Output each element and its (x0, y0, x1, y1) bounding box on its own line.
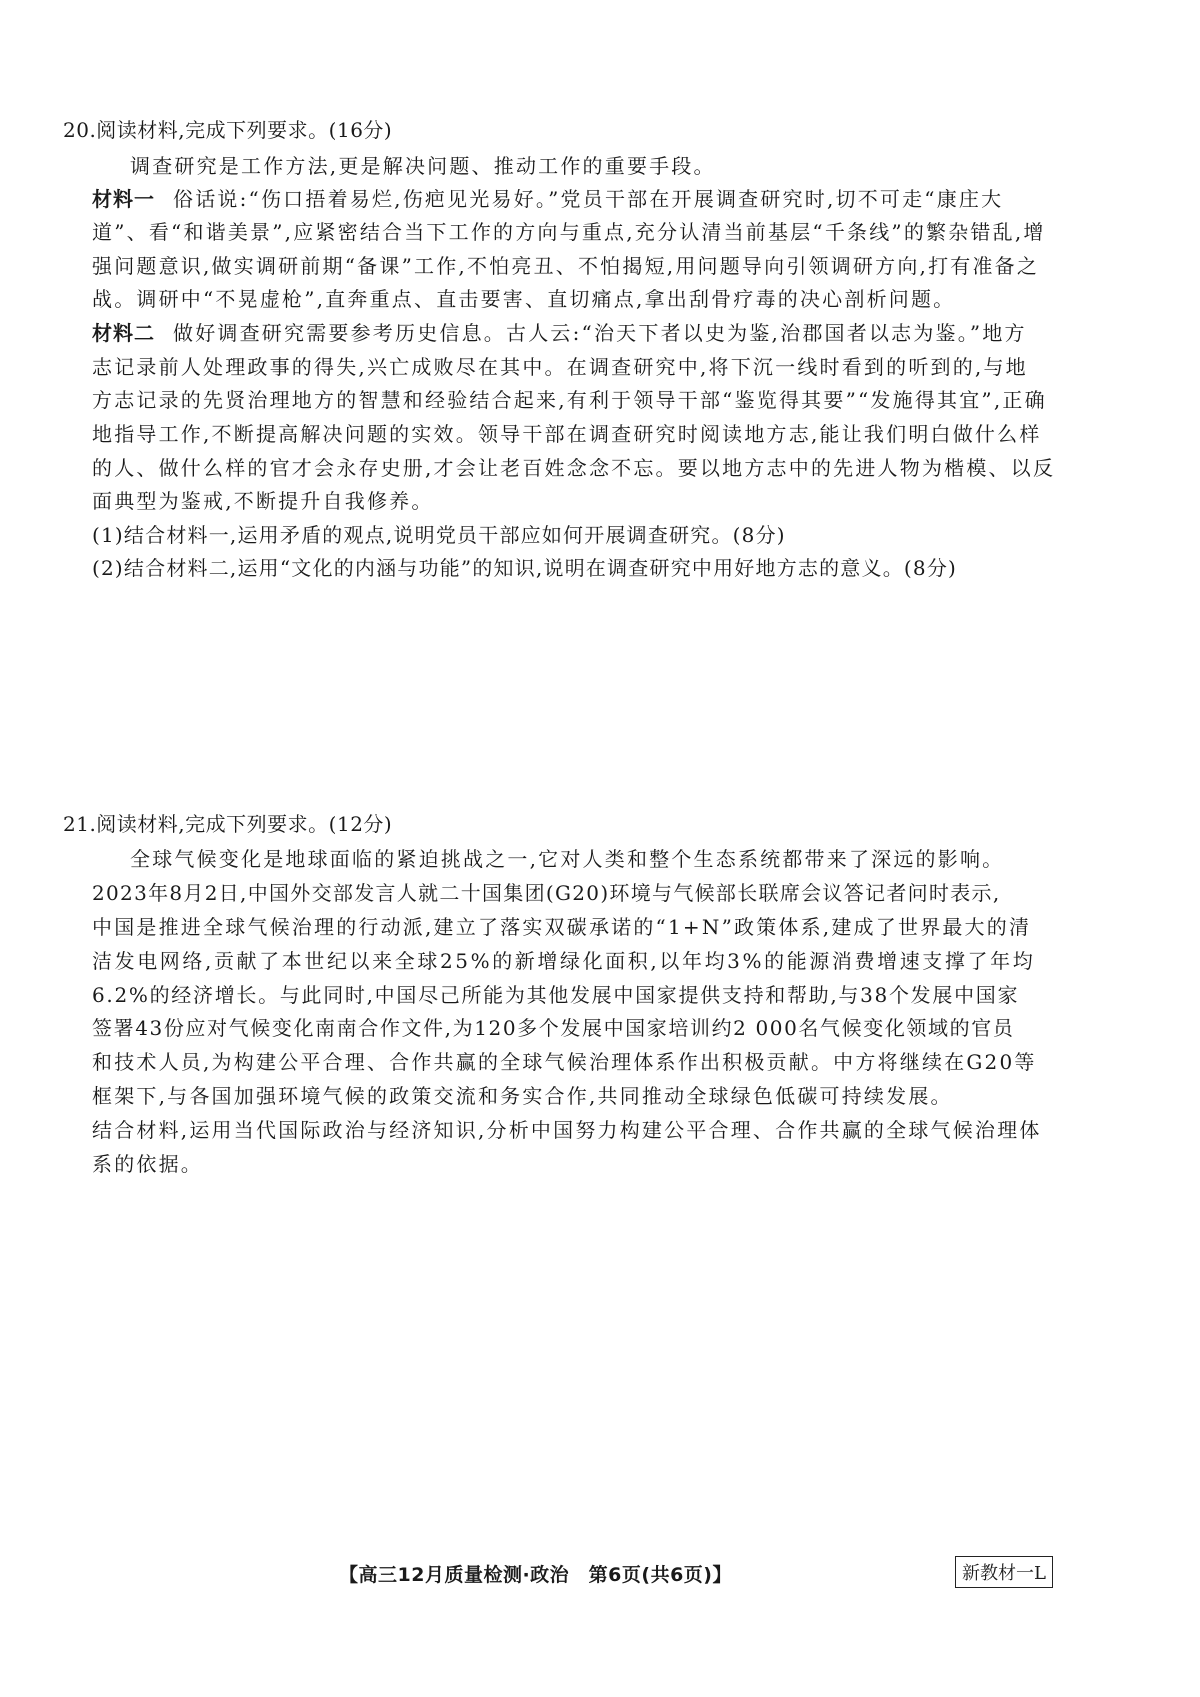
q20-material1-line: 强问题意识,做实调研前期“备课”工作,不怕亮丑、不怕揭短,用问题导向引领调研方向,打有准备之 (92, 254, 1040, 278)
q21-text-line: 框架下,与各国加强环境气候的政策交流和务实合作,共同推动全球绿色低碳可持续发展。 (92, 1084, 953, 1108)
q20-material2-line: 志记录前人处理政事的得失,兴亡成败尽在其中。在调查研究中,将下沉一线时看到的听到的,与地 (92, 355, 1028, 379)
q20-subquestion-1: (1)结合材料一,运用矛盾的观点,说明党员干部应如何开展调查研究。(8分) (92, 523, 786, 547)
q21-text-line: 2023年8月2日,中国外交部发言人就二十国集团(G20)环境与气候部长联席会议答记者问时表示, (92, 881, 1001, 905)
q20-material1-text: 俗话说:“伤口捂着易烂,伤疤见光易好。”党员干部在开展调查研究时,切不可走“康庄大 (173, 187, 1004, 211)
q20-material2-label: 材料二 (92, 321, 155, 345)
q21-text-line: 全球气候变化是地球面临的紧迫挑战之一,它对人类和整个生态系统都带来了深远的影响。 (130, 847, 1005, 871)
q21-text-line: 中国是推进全球气候治理的行动派,建立了落实双碳承诺的“1+N”政策体系,建成了世界最大的清 (92, 915, 1032, 939)
q20-material2-line: 地指导工作,不断提高解决问题的实效。领导干部在调查研究时阅读地方志,能让我们明白做什么样 (92, 422, 1042, 446)
q21-text-line: 签署43份应对气候变化南南合作文件,为120多个发展中国家培训约2 000名气候变化领域的官员 (92, 1016, 1015, 1040)
q21-question-line: 结合材料,运用当代国际政治与经济知识,分析中国努力构建公平合理、合作共赢的全球气候治理体 (92, 1118, 1042, 1142)
q21-title: 21.阅读材料,完成下列要求。(12分) (63, 812, 393, 836)
q21-question-line: 系的依据。 (92, 1152, 203, 1176)
edition-badge: 新教材一L (955, 1556, 1053, 1588)
q20-material1-line (92, 183, 1003, 212)
q21-text-line: 洁发电网络,贡献了本世纪以来全球25%的新增绿化面积,以年均3%的能源消费增速支撑了年均 (92, 949, 1036, 973)
q20-title: 20.阅读材料,完成下列要求。(16分) (63, 118, 393, 142)
q20-material2-text: 做好调查研究需要参考历史信息。古人云:“治天下者以史为鉴,治郡国者以志为鉴。”地方 (173, 321, 1027, 345)
q21-text-line: 和技术人员,为构建公平合理、合作共赢的全球气候治理体系作出积极贡献。中方将继续在G20等 (92, 1050, 1037, 1074)
q20-material1-line: 战。调研中“不晃虚枪”,直奔重点、直击要害、直切痛点,拿出刮骨疗毒的决心剖析问题。 (92, 287, 956, 311)
q20-material2-line (92, 317, 1027, 346)
q20-material1-line: 道”、看“和谐美景”,应紧密结合当下工作的方向与重点,充分认清当前基层“千条线”的繁杂错乱,增 (92, 220, 1046, 244)
q20-subquestion-2: (2)结合材料二,运用“文化的内涵与功能”的知识,说明在调查研究中用好地方志的意义。(8分) (92, 556, 958, 580)
q20-material2-line: 的人、做什么样的官才会永存史册,才会让老百姓念念不忘。要以地方志中的先进人物为楷模、以反 (92, 456, 1056, 480)
footer-page-info: 【高三12月质量检测·政治 第6页(共6页)】 (339, 1564, 732, 1586)
q20-material2-line: 面典型为鉴戒,不断提升自我修养。 (92, 489, 434, 513)
q20-material1-label: 材料一 (92, 187, 155, 211)
q20-material2-line: 方志记录的先贤治理地方的智慧和经验结合起来,有利于领导干部“鉴览得其要”“发施得其宜”,正确 (92, 388, 1047, 412)
q21-text-line: 6.2%的经济增长。与此同时,中国尽己所能为其他发展中国家提供支持和帮助,与38个发展中国家 (92, 983, 1020, 1007)
q20-intro: 调查研究是工作方法,更是解决问题、推动工作的重要手段。 (130, 154, 716, 178)
